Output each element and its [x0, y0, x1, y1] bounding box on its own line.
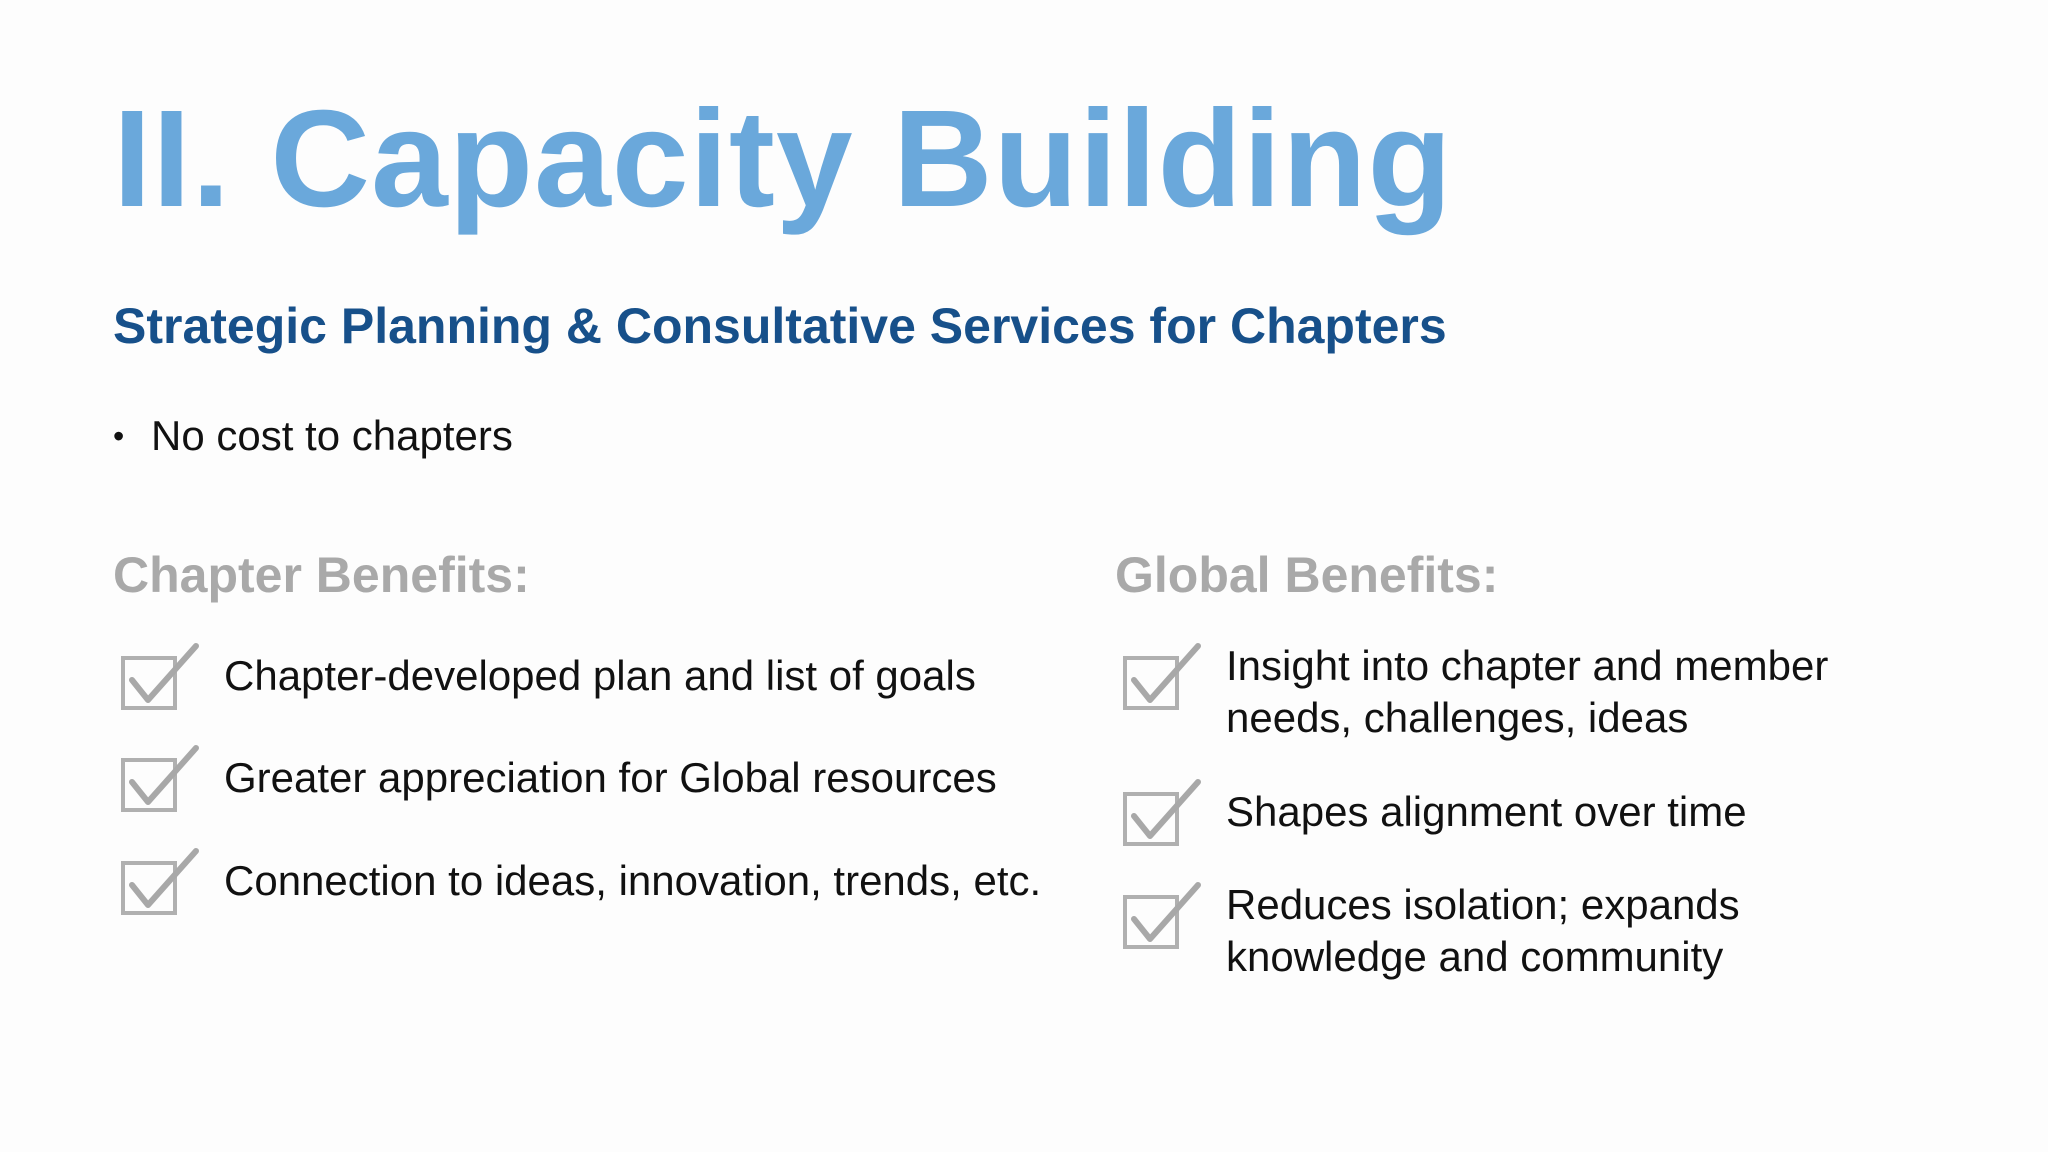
bullet-text: No cost to chapters: [151, 412, 513, 459]
bullet-list: [113, 412, 513, 460]
chapter-benefits-heading: Chapter Benefits:: [113, 547, 530, 603]
global-benefit-text: Insight into chapter and member needs, challenges, ideas: [1226, 642, 1829, 741]
global-benefit-item: [1122, 640, 1828, 744]
global-benefit-item: [1122, 786, 1747, 848]
chapter-benefit-item: [120, 752, 997, 814]
checked-box-icon: [1122, 881, 1204, 951]
chapter-benefit-text: Chapter-developed plan and list of goals: [224, 652, 976, 699]
checked-box-icon: [120, 744, 202, 814]
chapter-benefit-item: [120, 650, 976, 712]
bullet-dot-icon: •: [113, 418, 125, 454]
slide-title: II. Capacity Building: [113, 82, 1453, 236]
global-benefits-heading: Global Benefits:: [1115, 547, 1499, 603]
checked-box-icon: [120, 847, 202, 917]
global-benefit-text: Reduces isolation; expands knowledge and community: [1226, 881, 1740, 980]
global-benefit-text: Shapes alignment over time: [1226, 788, 1747, 835]
global-benefit-item: [1122, 879, 1740, 983]
slide-subtitle: Strategic Planning & Consultative Services for Chapters: [113, 298, 1447, 354]
chapter-benefit-text: Connection to ideas, innovation, trends, etc.: [224, 857, 1042, 904]
checked-box-icon: [1122, 642, 1204, 712]
checked-box-icon: [1122, 778, 1204, 848]
bullet-item: [113, 412, 513, 460]
chapter-benefit-item: [120, 855, 1041, 917]
chapter-benefit-text: Greater appreciation for Global resources: [224, 754, 997, 801]
checked-box-icon: [120, 642, 202, 712]
